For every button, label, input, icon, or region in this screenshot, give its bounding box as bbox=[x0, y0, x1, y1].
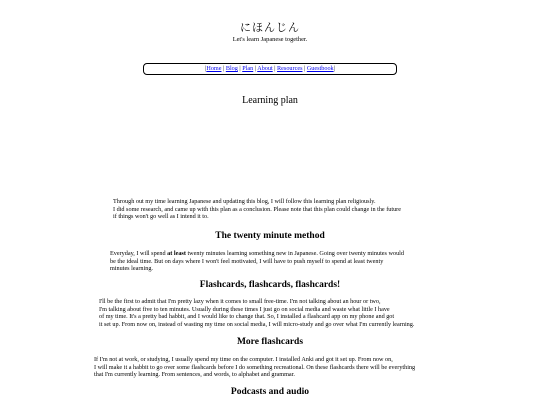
nav-link-plan[interactable]: Plan bbox=[242, 65, 254, 72]
paragraph-line: of my time. It's a pretty bad habbit, and I would like to change that. So, I installed a flashcard app on my phone and got bbox=[99, 313, 395, 321]
section-title-flashcards: Flashcards, flashcards, flashcards! bbox=[199, 280, 341, 290]
paragraph-line: I will make it a habbit to go over some flashcards before I do something recreational. On these flashcards there will be everything bbox=[94, 363, 416, 371]
intro-paragraph bbox=[113, 198, 443, 221]
intro-line: Through out my time learning Japanese and updating this blog, I will follow this learning plan religiously. bbox=[113, 198, 376, 205]
site-header bbox=[0, 21, 540, 44]
section-paragraph-twenty-minute bbox=[110, 250, 440, 273]
intro-line: I did some research, and came up with this plan as a conclusion. Please note that this plan could change in the future bbox=[113, 205, 401, 213]
site-tagline: Let's learn Japanese together. bbox=[232, 36, 308, 43]
section-title-podcasts: Podcasts and audio bbox=[230, 387, 310, 397]
section-paragraph-more-flashcards bbox=[94, 356, 474, 379]
site-title: にほんじん bbox=[240, 21, 300, 34]
nav-link-blog[interactable]: Blog bbox=[225, 65, 238, 72]
paragraph-line: I'll be the first to admit that I'm pretty lazy when it comes to small free-time. I'm not talking about an hour or two, bbox=[99, 298, 381, 305]
nav-link-about[interactable]: About bbox=[257, 65, 273, 72]
nav-bar: |Home | Blog | Plan | About | Resources | Guestbook| bbox=[143, 63, 397, 75]
paragraph-line: be the ideal time. But on days where I won't feel motivated, I will have to push myself to spend at least twenty bbox=[110, 257, 384, 265]
nav-link-resources[interactable]: Resources bbox=[277, 65, 303, 72]
paragraph-line: I'm talking about five to ten minutes. Usually during these times I just go on social media and waste what little I have bbox=[99, 305, 390, 313]
paragraph-line: minutes learning. bbox=[110, 265, 153, 273]
paragraph-line: If I'm not at work, or studying, I usually spend my time on the computer. I installed Anki and got it set up. From now on, bbox=[94, 356, 393, 363]
intro-line: if things won't go well as I intend it to. bbox=[113, 213, 209, 221]
paragraph-line: that I'm currently learning. From sentences, and words, to alphabet and grammar. bbox=[94, 371, 295, 379]
paragraph-line: it set up. From now on, instead of wasting my time on social media, I will micro-study and go over what I'm currently learning. bbox=[99, 320, 415, 328]
paragraph-line: Everyday, I will spend at least twenty minutes learning something new in Japanese. Going over twenty minutes would bbox=[110, 250, 404, 257]
section-title-twenty-minute: The twenty minute method bbox=[215, 231, 325, 241]
section-title-more-flashcards: More flashcards bbox=[236, 337, 304, 347]
nav-link-home[interactable]: Home bbox=[206, 65, 222, 72]
page-title: Learning plan bbox=[242, 95, 298, 106]
emphasis-text: at least bbox=[167, 250, 186, 257]
section-paragraph-flashcards bbox=[99, 298, 459, 328]
nav-link-guestbook[interactable]: Guestbook bbox=[306, 65, 334, 72]
